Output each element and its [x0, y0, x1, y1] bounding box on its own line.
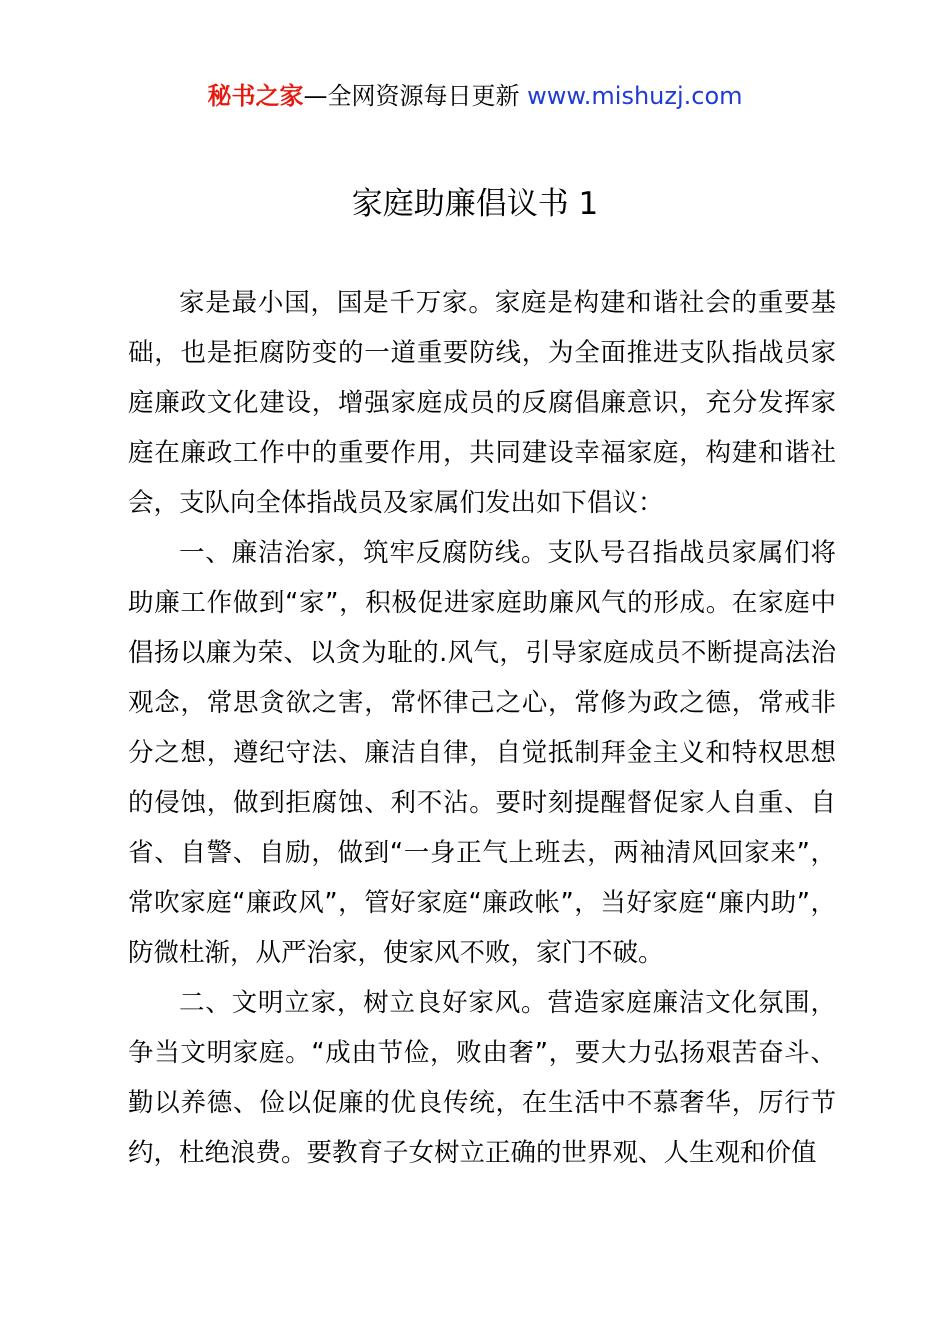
- paragraph-section-two: 二、文明立家，树立良好家风。营造家庭廉洁文化氛围，争当文明家庭。“成由节俭，败由奢”，要大力弘扬艰苦奋斗、勤以养德、俭以促廉的优良传统，在生活中不慕奢华，厉行节约，杜绝浪费。要教育子女树立正确的世界观、人生观和价值: [128, 988, 836, 1168]
- site-brand: 秘书之家: [207, 82, 304, 110]
- paragraph-section-one: 一、廉洁治家，筑牢反腐防线。支队号召指战员家属们将助廉工作做到“家”，积极促进家庭助廉风气的形成。在家庭中倡扬以廉为荣、以贪为耻的.风气，引导家庭成员不断提高法治观念，常思贪欲之害，常怀律己之心，常修为政之德，常戒非分之想，遵纪守法、廉洁自律，自觉抵制拜金主义和特权思想的侵蚀，做到拒腐蚀、利不沾。要时刻提醒督促家人自重、自省、自警、自励，做到“一身正气上班去，两袖清风回家来”，常吹家庭“廉政风”，管好家庭“廉政帐”，当好家庭“廉内助”，防微杜渐，从严治家，使家风不败，家门不破。: [128, 538, 836, 968]
- site-header: [0, 80, 950, 112]
- site-tagline: —全网资源每日更新: [303, 82, 520, 110]
- site-url-link[interactable]: www.mishuzj.com: [527, 82, 743, 110]
- document-title: 家庭助廉倡议书 1: [351, 186, 599, 222]
- document-body: [128, 278, 836, 1178]
- paragraph-intro: 家是最小国，国是千万家。家庭是构建和谐社会的重要基础，也是拒腐防变的一道重要防线，为全面推进支队指战员家庭廉政文化建设，增强家庭成员的反腐倡廉意识，充分发挥家庭在廉政工作中的重要作用，共同建设幸福家庭，构建和谐社会，支队向全体指战员及家属们发出如下倡议：: [128, 288, 836, 518]
